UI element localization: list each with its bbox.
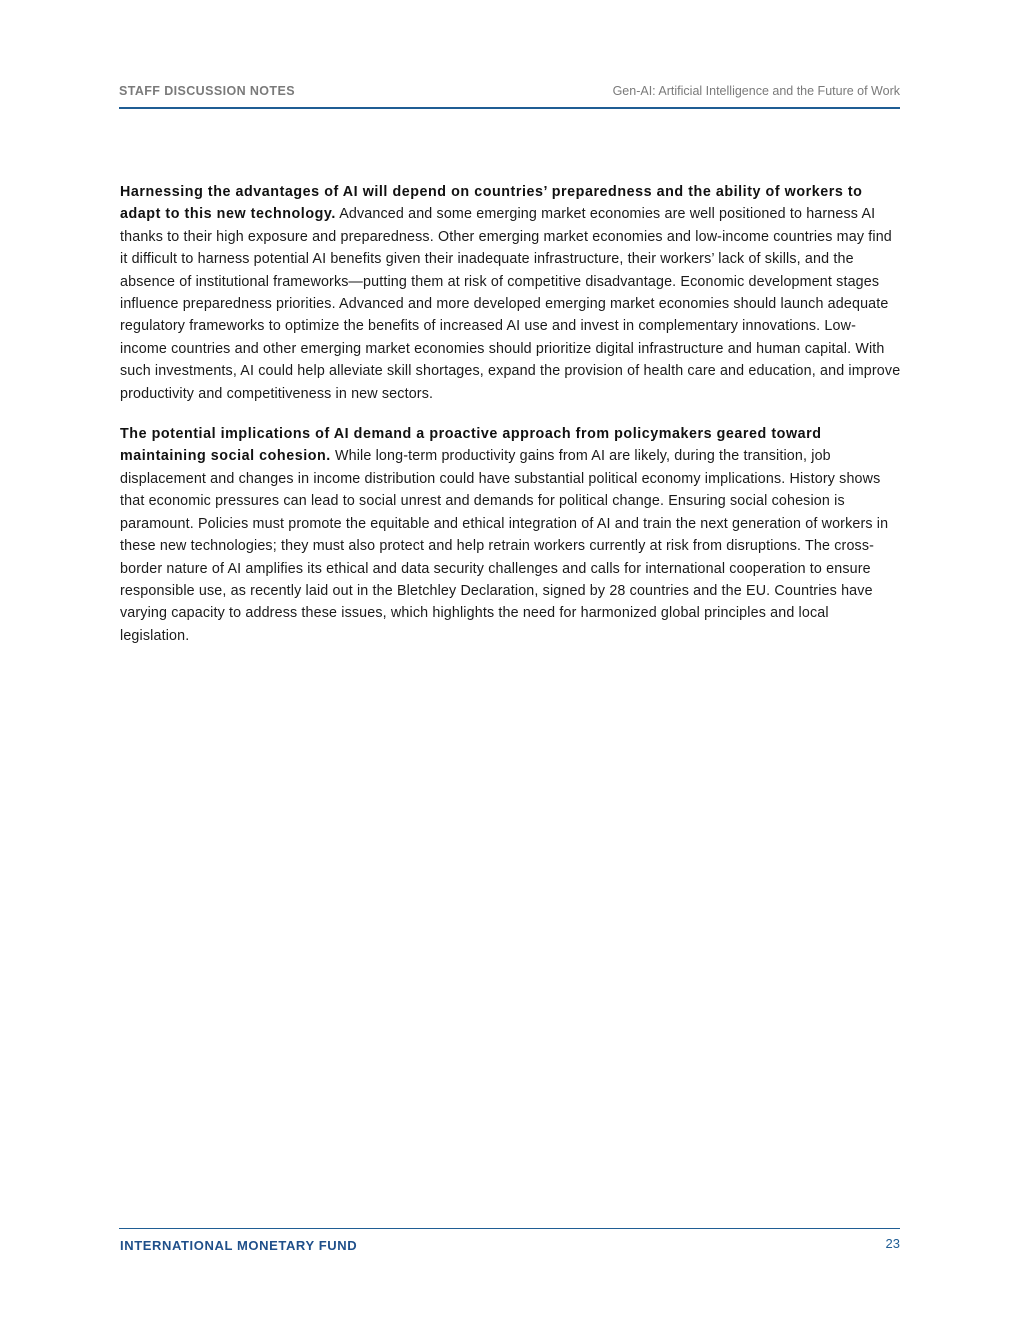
paragraph-preparedness	[120, 181, 901, 405]
paragraph-social-cohesion	[120, 423, 901, 647]
paragraph-text: Advanced and some emerging market economies are well positioned to harness AI thanks to their high exposure and preparedness. Other emerging market economies and low-income countries may find it difficult to harness potential AI benefits given their inadequate infrastructure, their workers’ lack of skills, and the absence of institutional frameworks—putting them at risk of competitive disadvantage. Economic development stages influence preparedness priorities. Advanced and more developed emerging market economies should launch adequate regulatory frameworks to optimize the benefits of increased AI use and invest in complementary innovations. Low-income countries and other emerging market economies should prioritize digital infrastructure and human capital. With such investments, AI could help alleviate skill shortages, expand the provision of health care and education, and improve productivity and competitiveness in new sectors.	[120, 206, 901, 402]
page-footer	[119, 1228, 900, 1259]
paragraph-lead: The potential implications of AI demand a proactive approach from policymakers geared toward maintaining social cohesion.	[120, 426, 822, 465]
organization-name: INTERNATIONAL MONETARY FUND	[120, 1238, 358, 1253]
document-title: Gen-AI: Artificial Intelligence and the Future of Work	[612, 84, 900, 98]
body-content	[120, 181, 901, 665]
paragraph-text: While long-term productivity gains from AI are likely, during the transition, job displacement and changes in income distribution could have substantial political economy implications. History shows that economic pressures can lead to social unrest and demands for political change. Ensuring social cohesion is paramount. Policies must promote the equitable and ethical integration of AI and train the next generation of workers in these new technologies; they must also protect and help retrain workers currently at risk from disruptions. The cross-border nature of AI amplifies its ethical and data security challenges and calls for international cooperation to ensure responsible use, as recently laid out in the Bletchley Declaration, signed by 28 countries and the EU. Countries have varying capacity to address these issues, which highlights the need for harmonized global principles and local legislation.	[120, 448, 889, 644]
series-title: STAFF DISCUSSION NOTES	[119, 84, 295, 98]
paragraph-lead: Harnessing the advantages of AI will depend on countries’ preparedness and the ability of workers to adapt to this new technology.	[120, 184, 863, 223]
page-header	[119, 82, 900, 109]
page-number: 23	[885, 1236, 900, 1251]
